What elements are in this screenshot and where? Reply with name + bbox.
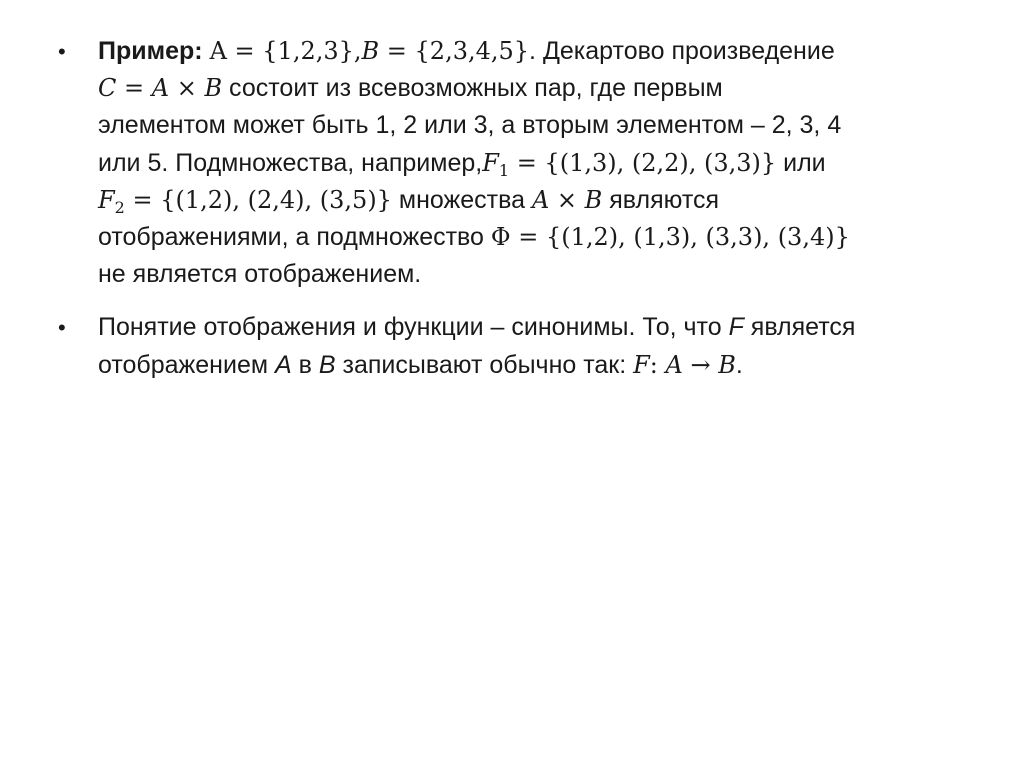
map-f: F	[633, 350, 650, 379]
bullet-item-example	[56, 33, 976, 293]
f2-subscript: 2	[114, 197, 125, 217]
text-mapping: отображением	[98, 350, 275, 379]
bullet-marker: •	[58, 39, 66, 64]
equals-sign: =	[116, 74, 152, 103]
f1-name: F	[482, 148, 499, 177]
bullet-item-synonyms	[56, 309, 976, 383]
bullet-marker: •	[58, 315, 66, 341]
times-sign: ×	[169, 74, 205, 103]
product-b: B	[204, 74, 223, 103]
text-written: записывают обычно так:	[335, 350, 634, 379]
comma: ,	[353, 37, 362, 65]
text-is: является	[743, 313, 856, 342]
phi-set: Φ = {(1,2), (1,3), (3,3), (3,4)}	[490, 223, 850, 252]
text-subsets-intro: или 5. Подмножества, например,	[98, 148, 483, 177]
bullet-list	[56, 33, 976, 400]
f1-set: = {(1,3), (2,2), (3,3)}	[509, 148, 777, 177]
set-a-definition: = {1,2,3}	[226, 37, 354, 65]
set-c-name: C	[98, 74, 117, 103]
text-elements: элементом может быть 1, 2 или 3, а вторым элементом – 2, 3, 4	[98, 111, 842, 140]
f-italic: F	[728, 313, 744, 342]
text-into: в	[291, 350, 319, 379]
set-b-definition: = {2,3,4,5}	[379, 37, 530, 65]
product2-a: A	[531, 185, 550, 214]
text-cartesian-intro: . Декартово произведение	[529, 37, 835, 65]
a-italic: A	[275, 350, 292, 379]
text-synonyms: Понятие отображения и функции – синонимы. То, что	[98, 313, 729, 342]
text-not-mapping: не является отображением.	[98, 260, 422, 289]
product-a: A	[151, 74, 170, 103]
product2-b: B	[584, 185, 603, 214]
f2-name: F	[98, 185, 115, 214]
set-a-name: A	[209, 37, 227, 65]
arrow-icon: →	[682, 350, 719, 379]
text-mappings-subset: отображениями, а подмножество	[98, 223, 491, 252]
example-label: Пример:	[98, 37, 203, 65]
period: .	[735, 350, 743, 379]
b-italic: B	[318, 350, 336, 379]
text-are: являются	[602, 185, 720, 214]
map-colon: :	[649, 350, 666, 379]
times-sign-2: ×	[549, 185, 585, 214]
text-or: или	[776, 148, 826, 177]
text-pairs: состоит из всевозможных пар, где первым	[222, 74, 723, 103]
f2-set: = {(1,2), (2,4), (3,5)}	[124, 185, 392, 214]
map-b: B	[718, 350, 736, 379]
set-b-name: B	[361, 37, 380, 65]
f1-subscript: 1	[498, 160, 510, 180]
map-a: A	[665, 350, 683, 379]
text-sets: множества	[391, 185, 532, 214]
